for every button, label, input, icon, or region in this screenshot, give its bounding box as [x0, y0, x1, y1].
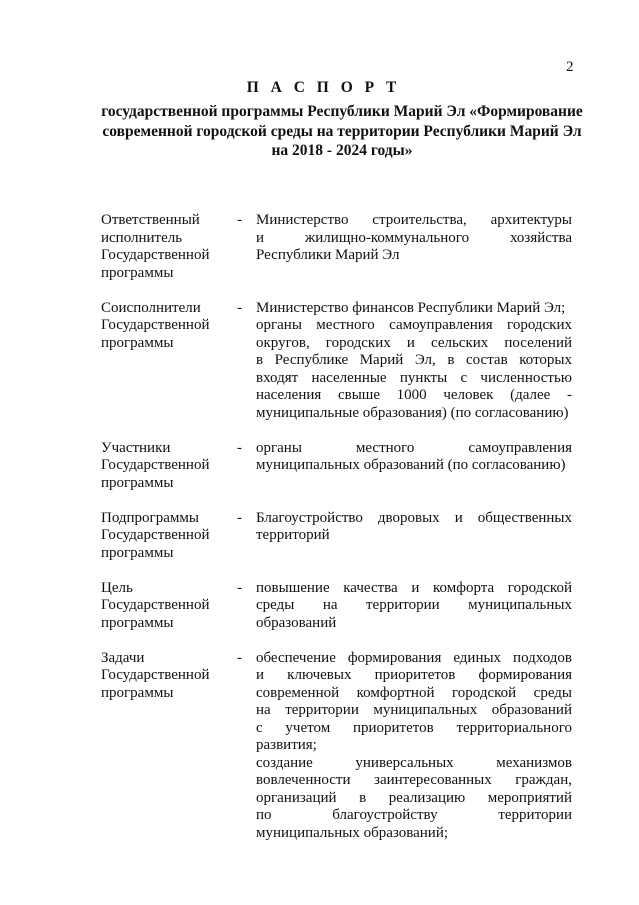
label-line: Государственной [101, 317, 210, 333]
row-dash: - [237, 212, 242, 228]
label-line: программы [101, 684, 174, 701]
value-line: Республики Марий Эл [256, 247, 400, 263]
row-value [256, 510, 572, 563]
label-line: Задачи [101, 649, 145, 666]
label-line: Соисполнители [101, 299, 201, 316]
row-label [101, 650, 231, 843]
row-label [101, 300, 231, 423]
value-line: образований [256, 614, 337, 631]
document-subtitle [95, 102, 589, 161]
value-line: создание универсальных механизмов [256, 754, 572, 771]
value-line: вовлеченности заинтересованных граждан, [256, 772, 572, 788]
value-line: развития; [256, 737, 317, 753]
passport-row-coexecutors [101, 300, 578, 423]
subtitle-line: государственной программы Республики Марий Эл «Формирование [101, 103, 583, 120]
value-line: организаций в реализацию мероприятий [256, 789, 572, 806]
passport-row-participants [101, 440, 578, 493]
value-line: муниципальных образований (по согласованию) [256, 457, 566, 473]
row-value [256, 300, 572, 423]
row-label [101, 440, 231, 493]
row-value [256, 650, 572, 843]
page-number: 2 [566, 59, 574, 75]
subtitle-line: современной городской среды на территории Республики Марий Эл [102, 122, 582, 140]
row-label [101, 212, 231, 282]
label-line: программы [101, 264, 174, 281]
value-line: Министерство финансов Республики Марий Эл; [256, 299, 566, 316]
value-line: современной комфортной городской среды [256, 684, 572, 701]
label-line: Подпрограммы [101, 509, 199, 526]
row-value [256, 212, 572, 282]
label-line: исполнитель [101, 229, 183, 246]
passport-row-goal [101, 580, 578, 633]
value-line: органы местного самоуправления [256, 439, 572, 456]
passport-row-subprograms [101, 510, 578, 563]
label-line: программы [101, 614, 174, 631]
value-line: муниципальных образований; [256, 824, 449, 841]
label-line: программы [101, 544, 174, 561]
row-value [256, 580, 572, 633]
row-dash: - [237, 299, 242, 316]
value-line: входят населенные пункты с численностью [256, 369, 572, 386]
row-dash: - [237, 439, 242, 456]
label-line: Государственной [101, 667, 210, 683]
value-line: органы местного самоуправления городских [256, 317, 572, 333]
label-line: Государственной [101, 457, 210, 473]
subtitle-line: на 2018 - 2024 годы» [271, 142, 413, 159]
label-line: Государственной [101, 527, 210, 543]
row-label [101, 510, 231, 563]
row-value [256, 440, 572, 493]
value-line: обеспечение формирования единых подходов [256, 649, 572, 666]
value-line: среды на территории муниципальных [256, 597, 572, 613]
value-line: с учетом приоритетов территориального [256, 719, 572, 736]
value-line: в Республике Марий Эл, в состав которых [256, 352, 572, 368]
passport-table [101, 212, 578, 860]
label-line: Ответственный [101, 212, 200, 228]
label-line: Цель [101, 579, 133, 596]
passport-row-tasks [101, 650, 578, 843]
document-title: П А С П О Р Т [246, 79, 401, 96]
passport-row-responsible [101, 212, 578, 282]
row-dash: - [237, 509, 242, 526]
value-line: и ключевых приоритетов формирования [256, 667, 572, 683]
value-line: Благоустройство дворовых и общественных [256, 509, 572, 526]
label-line: программы [101, 334, 174, 351]
value-line: Министерство строительства, архитектуры [256, 212, 572, 228]
label-line: Участники [101, 439, 171, 456]
label-line: программы [101, 474, 174, 491]
value-line: повышение качества и комфорта городской [256, 579, 572, 596]
label-line: Государственной [101, 247, 210, 263]
value-line: населения свыше 1000 человек (далее - [256, 387, 572, 403]
row-label [101, 580, 231, 633]
label-line: Государственной [101, 597, 210, 613]
value-line: округов, городских и сельских поселений [256, 334, 572, 351]
value-line: территорий [256, 527, 330, 543]
value-line: на территории муниципальных образований [256, 702, 572, 718]
row-dash: - [237, 579, 242, 596]
row-dash: - [237, 649, 242, 666]
value-line: по благоустройству территории [256, 807, 572, 823]
value-line: и жилищно-коммунального хозяйства [256, 229, 572, 246]
value-line: муниципальные образования) (по согласованию) [256, 404, 569, 421]
